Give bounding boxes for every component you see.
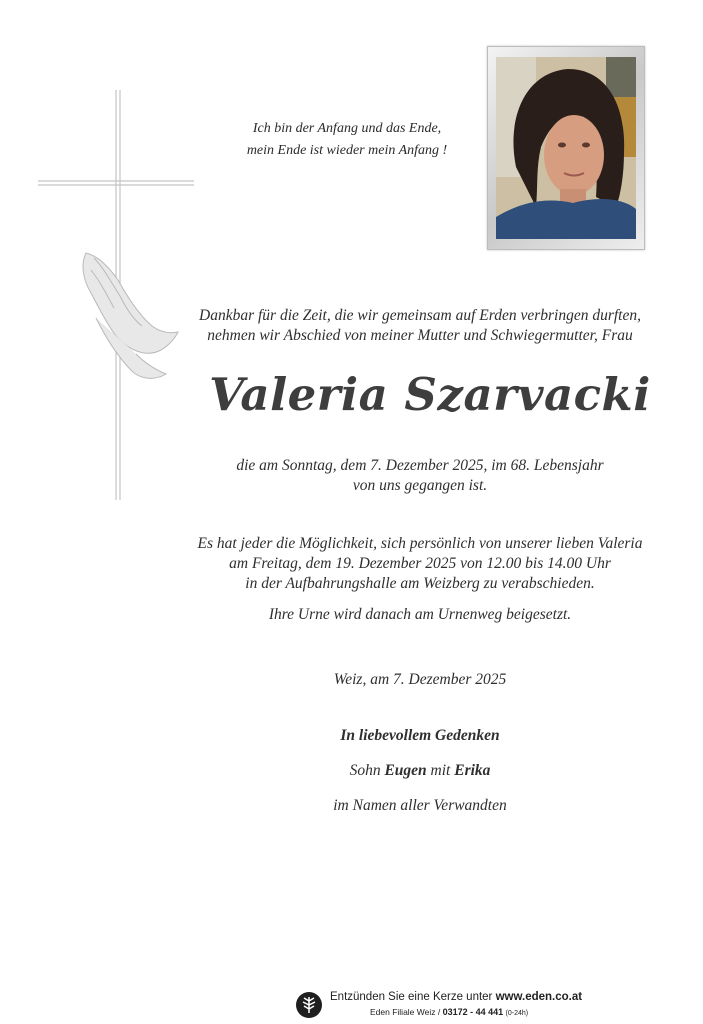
signature-heading — [140, 727, 700, 745]
signature-heading-text: In liebevollem Gedenken — [340, 727, 500, 744]
branch-text: Eden Filiale Weiz / — [370, 1007, 441, 1017]
farewell-line-2: am Freitag, dem 19. Dezember 2025 von 12.00 bis 14.00 Uhr — [229, 555, 611, 572]
farewell-info — [140, 534, 700, 594]
farewell-line-3: in der Aufbahrungshalle am Weizberg zu verabschieden. — [245, 575, 595, 592]
deceased-name: Valeria Szarvacki — [209, 368, 651, 421]
portrait-photo — [496, 57, 636, 239]
hours-text: (0-24h) — [505, 1010, 529, 1017]
footer — [296, 990, 616, 1020]
with-word: mit — [430, 762, 451, 779]
photo-frame — [487, 46, 645, 250]
phone-number[interactable]: 03172 - 44 441 — [442, 1007, 504, 1017]
quote — [232, 118, 462, 162]
place-date: Weiz, am 7. Dezember 2025 — [333, 671, 507, 688]
son-name: Eugen — [384, 762, 427, 779]
farewell-line-1: Es hat jeder die Möglichkeit, sich persönlich von unserer lieben Valeria — [197, 535, 643, 552]
signature-family — [140, 762, 700, 780]
branch-line — [370, 1007, 528, 1017]
intro-line-1: Dankbar für die Zeit, die wir gemeinsam auf Erden verbringen durften, — [199, 307, 641, 324]
death-line-1: die am Sonntag, dem 7. Dezember 2025, im 68. Lebensjahr — [236, 457, 604, 474]
eden-leaf-logo-icon — [296, 992, 322, 1018]
son-prefix: Sohn — [349, 762, 381, 779]
death-notice — [140, 456, 700, 496]
death-line-2: von uns gegangen ist. — [352, 477, 488, 494]
partner-name: Erika — [454, 762, 491, 779]
intro-text — [140, 306, 700, 346]
intro-line-2: nehmen wir Abschied von meiner Mutter und Schwiegermutter, Frau — [207, 327, 633, 344]
cross-praying-hands-icon — [36, 88, 196, 508]
urn-note: Ihre Urne wird danach am Urnenweg beigesetzt. — [268, 606, 572, 623]
candle-text: Entzünden Sie eine Kerze unter — [330, 991, 493, 1003]
signature-relatives: im Namen aller Verwandten — [333, 797, 507, 814]
quote-line-1: Ich bin der Anfang und das Ende, — [252, 121, 442, 136]
website-link[interactable]: www.eden.co.at — [495, 991, 583, 1003]
quote-line-2: mein Ende ist wieder mein Anfang ! — [246, 143, 448, 158]
candle-line — [330, 991, 582, 1003]
